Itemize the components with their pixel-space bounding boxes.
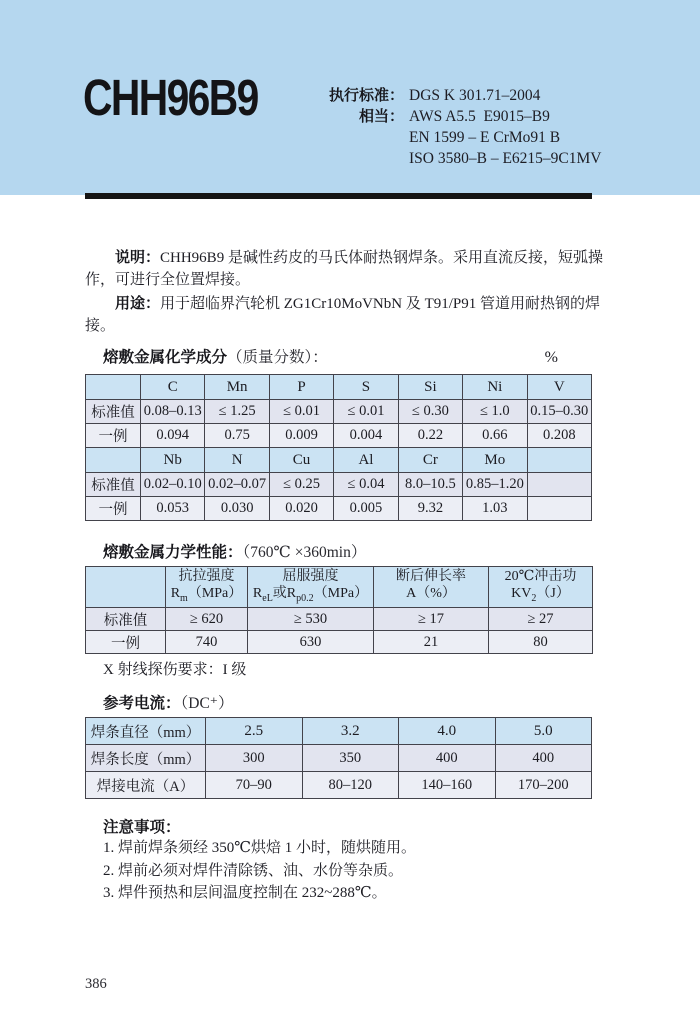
value-cell: 0.02–0.10 <box>141 473 205 497</box>
usage-paragraph <box>85 292 616 338</box>
value-cell: 0.009 <box>269 424 333 448</box>
column-header-cell <box>527 448 591 473</box>
column-header-cell <box>489 567 593 608</box>
column-header-cell: Si <box>398 375 462 400</box>
current-section-title <box>85 694 592 713</box>
standard-row <box>312 148 601 169</box>
chemical-section-title <box>85 348 592 367</box>
row-label-cell: 一例 <box>86 631 166 654</box>
header-line1: 抗拉强度 <box>178 568 235 584</box>
table-row <box>86 772 592 799</box>
table-row <box>86 424 592 448</box>
value-cell: ≥ 17 <box>374 608 489 631</box>
value-cell: 1.03 <box>463 497 527 521</box>
row-label-cell: 焊接电流（A） <box>86 772 206 799</box>
row-label-cell: 标准值 <box>86 400 141 424</box>
column-header-cell: V <box>527 375 591 400</box>
value-cell: 0.030 <box>205 497 269 521</box>
column-header-cell: Al <box>334 448 398 473</box>
value-cell: 80 <box>489 631 593 654</box>
value-cell: 0.15–0.30 <box>527 400 591 424</box>
column-header-cell <box>166 567 248 608</box>
column-header-cell: Ni <box>463 375 527 400</box>
mechanical-properties-table <box>85 566 593 654</box>
row-label-cell: 一例 <box>86 497 141 521</box>
value-cell: 0.02–0.07 <box>205 473 269 497</box>
chemical-title-rest: （质量分数）： <box>227 349 328 366</box>
current-title-bold: 参考电流： <box>103 694 181 712</box>
value-cell: 630 <box>248 631 374 654</box>
standard-value: EN 1599 – E CrMo91 B <box>409 129 561 146</box>
header-line1: 断后伸长率 <box>396 568 466 584</box>
reference-current-table <box>85 717 592 799</box>
notes-list <box>103 837 416 905</box>
value-cell: 0.053 <box>141 497 205 521</box>
column-header-cell: P <box>269 375 333 400</box>
row-label-cell: 一例 <box>86 424 141 448</box>
row-label-cell: 焊条长度（mm） <box>86 745 206 772</box>
corner-cell <box>86 567 166 608</box>
value-cell: 140–160 <box>399 772 496 799</box>
value-cell: ≤ 1.0 <box>463 400 527 424</box>
value-cell: 70–90 <box>206 772 303 799</box>
description-paragraph <box>85 246 616 292</box>
value-cell: 0.005 <box>334 497 398 521</box>
page-number: 386 <box>85 976 107 992</box>
column-header-cell: Cr <box>398 448 462 473</box>
note-item: 2. 焊前必须对焊件清除锈、油、水份等杂质。 <box>103 862 404 879</box>
value-cell: 400 <box>399 745 496 772</box>
value-cell <box>527 497 591 521</box>
value-cell: 4.0 <box>399 718 496 745</box>
header-line2: A（%） <box>406 585 456 601</box>
table-row <box>86 400 592 424</box>
value-cell: ≥ 530 <box>248 608 374 631</box>
row-label-cell: 标准值 <box>86 608 166 631</box>
table-row <box>86 497 592 521</box>
value-cell: ≤ 0.01 <box>334 400 398 424</box>
value-cell: 5.0 <box>495 718 592 745</box>
value-cell: 2.5 <box>206 718 303 745</box>
header-line2: $KV_2(J)$ <box>511 585 570 604</box>
standard-label: 相当： <box>358 107 404 125</box>
current-title-rest: （DC⁺） <box>180 695 234 712</box>
header-band <box>0 0 700 195</box>
standards-block <box>312 85 601 169</box>
column-header-cell: Mn <box>205 375 269 400</box>
table-row <box>86 631 593 654</box>
value-cell: 0.22 <box>398 424 462 448</box>
value-cell: 740 <box>166 631 248 654</box>
note-item: 3. 焊件预热和层间温度控制在 232~288℃。 <box>103 885 387 901</box>
divider-bar <box>85 193 592 199</box>
value-cell: 9.32 <box>398 497 462 521</box>
value-cell: ≤ 0.30 <box>398 400 462 424</box>
note-item: 1. 焊前焊条须经 350℃烘焙 1 小时，随烘随用。 <box>103 840 417 856</box>
corner-cell <box>86 375 141 400</box>
table-row <box>86 745 592 772</box>
chemical-unit: % <box>544 349 558 366</box>
value-cell: 0.020 <box>269 497 333 521</box>
table-row <box>86 567 593 608</box>
value-cell: 0.208 <box>527 424 591 448</box>
header-line2: $R_{eL}$或$R_{p0.2}(MPa)$ <box>252 585 369 604</box>
value-cell: 0.85–1.20 <box>463 473 527 497</box>
standard-label: 执行标准： <box>328 86 404 104</box>
column-header-cell: Nb <box>141 448 205 473</box>
column-header-cell: N <box>205 448 269 473</box>
header-line1: 20℃冲击功 <box>504 568 577 584</box>
standard-row <box>312 106 601 127</box>
table-row <box>86 448 592 473</box>
column-header-cell <box>374 567 489 608</box>
header-line1: 屈服强度 <box>282 568 339 584</box>
description-section <box>85 246 616 337</box>
value-cell: ≤ 0.04 <box>334 473 398 497</box>
table-row <box>86 608 593 631</box>
header-line2: $R_m(MPa)$ <box>170 585 243 604</box>
value-cell: 21 <box>374 631 489 654</box>
corner-cell <box>86 448 141 473</box>
chemical-title-bold: 熔敷金属化学成分 <box>103 348 228 366</box>
product-title: CHH96B9 <box>83 69 258 126</box>
standard-value: DGS K 301.71–2004 <box>409 87 541 104</box>
mechanical-section-title <box>85 543 592 562</box>
row-label-cell: 焊条直径（mm） <box>86 718 206 745</box>
mechanical-title-bold: 熔敷金属力学性能： <box>103 543 243 561</box>
value-cell: 8.0–10.5 <box>398 473 462 497</box>
column-header-cell: S <box>334 375 398 400</box>
value-cell: 0.004 <box>334 424 398 448</box>
column-header-cell: C <box>141 375 205 400</box>
column-header-cell: Cu <box>269 448 333 473</box>
table-row <box>86 473 592 497</box>
value-cell: ≤ 0.25 <box>269 473 333 497</box>
table-row <box>86 718 592 745</box>
usage-label: 用途： <box>115 293 161 312</box>
value-cell: 0.66 <box>463 424 527 448</box>
value-cell: 170–200 <box>495 772 592 799</box>
value-cell: 3.2 <box>302 718 399 745</box>
description-label: 说明： <box>115 248 161 266</box>
standard-value: ISO 3580–B – E6215–9C1MV <box>409 150 602 167</box>
row-label-cell: 标准值 <box>86 473 141 497</box>
value-cell: 350 <box>302 745 399 772</box>
standard-row <box>312 127 601 148</box>
xray-requirement: X 射线探伤要求：I 级 <box>103 662 247 678</box>
standard-value: AWS A5.5 E9015–B9 <box>409 108 550 125</box>
usage-text: 用于超临界汽轮机 ZG1Cr10MoVNbN 及 T91/P91 管道用耐热钢的焊接。 <box>85 295 601 334</box>
mechanical-title-rest: （760℃ ×360min） <box>242 544 367 561</box>
value-cell: 80–120 <box>302 772 399 799</box>
value-cell: ≤ 0.01 <box>269 400 333 424</box>
value-cell: ≥ 620 <box>166 608 248 631</box>
value-cell: ≥ 27 <box>489 608 593 631</box>
value-cell: 0.75 <box>205 424 269 448</box>
column-header-cell <box>248 567 374 608</box>
value-cell <box>527 473 591 497</box>
value-cell: 0.08–0.13 <box>141 400 205 424</box>
table-row <box>86 375 592 400</box>
description-text: CHH96B9 是碱性药皮的马氏体耐热钢焊条。采用直流反接，短弧操作，可进行全位置焊接。 <box>85 250 603 289</box>
value-cell: ≤ 1.25 <box>205 400 269 424</box>
chemical-composition-table <box>85 374 592 521</box>
value-cell: 400 <box>495 745 592 772</box>
value-cell: 300 <box>206 745 303 772</box>
value-cell: 0.094 <box>141 424 205 448</box>
standard-row <box>312 85 601 106</box>
column-header-cell: Mo <box>463 448 527 473</box>
notes-title: 注意事项： <box>103 818 181 836</box>
